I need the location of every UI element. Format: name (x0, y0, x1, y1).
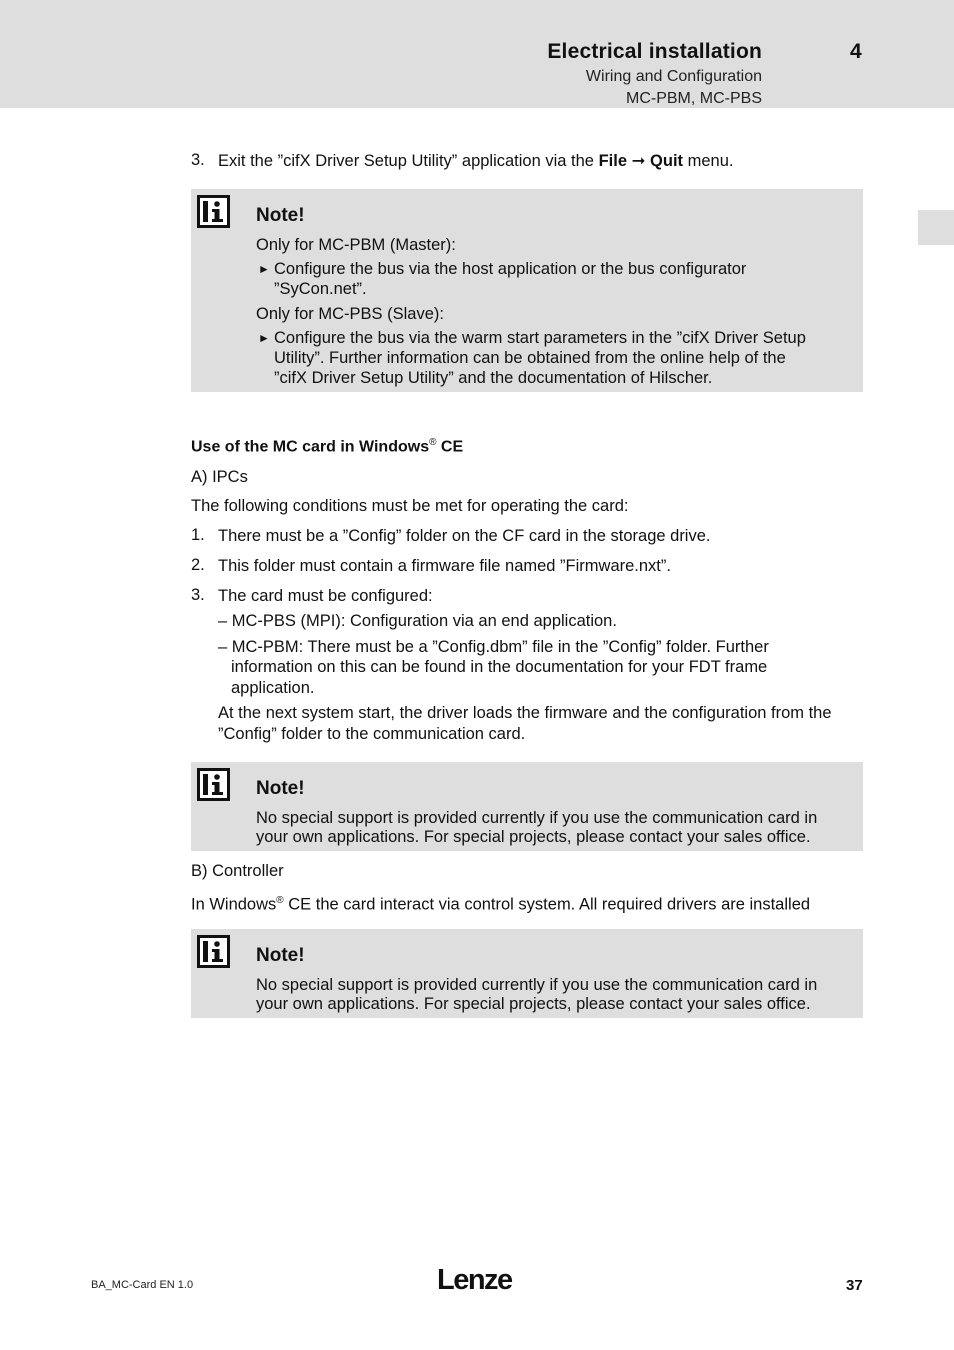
bullet-line: ”SyCon.net”. (274, 280, 367, 298)
product-subtitle: MC-PBM, MC-PBS (626, 90, 762, 107)
bullet-line: Configure the bus via the host application or the bus configurator (274, 260, 747, 278)
list-item-text: This folder must contain a firmware file named ”Firmware.nxt”. (218, 557, 671, 575)
subheading-ipcs: A) IPCs (191, 468, 248, 486)
section-heading-pre: Use of the MC card in Windows (191, 438, 430, 456)
page-number: 37 (846, 1277, 863, 1294)
note-box (191, 189, 863, 392)
logo-wordmark: Lenze (437, 1264, 512, 1296)
menu-file: File (598, 152, 628, 170)
note-box (191, 929, 863, 1018)
section-subtitle: Wiring and Configuration (585, 68, 762, 85)
controller-text (191, 891, 810, 915)
chapter-title: Electrical installation (547, 40, 762, 63)
document-id: BA_MC-Card EN 1.0 (91, 1279, 194, 1291)
bullet-line: ”cifX Driver Setup Utility” and the documentation of Hilscher. (274, 369, 713, 387)
controller-text-post: CE the card interact via control system. All required drivers are installed (283, 895, 811, 914)
next-start-text: At the next system start, the driver loads the firmware and the configuration from the (218, 704, 832, 722)
subheading-controller: B) Controller (191, 862, 284, 880)
note-line: No special support is provided currently if you use the communication card in (256, 809, 818, 827)
step-number: 3. (191, 151, 205, 169)
section-heading-post: CE (436, 438, 464, 456)
lenze-logo (437, 1262, 515, 1296)
registered-mark: ® (429, 437, 437, 448)
note-line: your own applications. For special projects, please contact your sales office. (256, 995, 811, 1013)
note-line: Only for MC-PBM (Master): (256, 236, 456, 254)
step-text-post: menu. (683, 152, 734, 170)
bullet-arrow-icon: ► (258, 331, 270, 345)
note-line: your own applications. For special projects, please contact your sales office. (256, 828, 811, 846)
note-title: Note! (256, 205, 305, 226)
list-item-number: 1. (191, 526, 205, 544)
bullet-line: Utility”. Further information can be obtained from the online help of the (274, 349, 786, 367)
info-icon (197, 768, 230, 801)
dash-item: – MC-PBS (MPI): Configuration via an end application. (218, 612, 617, 630)
list-item-number: 3. (191, 586, 205, 604)
list-item-text: There must be a ”Config” folder on the CF card in the storage drive. (218, 527, 711, 545)
info-icon (197, 935, 230, 968)
conditions-intro: The following conditions must be met for operating the card: (191, 497, 629, 515)
registered-mark: ® (276, 895, 284, 906)
info-icon (197, 195, 230, 228)
dash-item-cont: application. (231, 679, 315, 697)
bullet-line: Configure the bus via the warm start parameters in the ”cifX Driver Setup (274, 329, 806, 347)
dash-item: – MC-PBM: There must be a ”Config.dbm” file in the ”Config” folder. Further (218, 638, 769, 656)
next-start-text: ”Config” folder to the communication card. (218, 725, 526, 743)
chapter-number: 4 (850, 40, 862, 63)
section-heading (191, 437, 463, 456)
step-text (218, 151, 733, 171)
menu-quit: Quit (650, 152, 684, 170)
list-item-number: 2. (191, 556, 205, 574)
note-line: Only for MC-PBS (Slave): (256, 305, 444, 323)
controller-text-pre: In Windows (191, 895, 277, 914)
menu-arrow: ➞ (631, 152, 646, 170)
list-item-text: The card must be configured: (218, 587, 433, 605)
bullet-arrow-icon: ► (258, 262, 270, 276)
note-box (191, 762, 863, 851)
dash-item-cont: information on this can be found in the documentation for your FDT frame (231, 658, 768, 676)
chapter-thumb-tab (918, 210, 954, 245)
header-band (0, 0, 954, 108)
note-title: Note! (256, 778, 305, 799)
note-title: Note! (256, 945, 305, 966)
step-text-pre: Exit the ”cifX Driver Setup Utility” application via the (218, 152, 599, 170)
note-line: No special support is provided currently if you use the communication card in (256, 976, 818, 994)
